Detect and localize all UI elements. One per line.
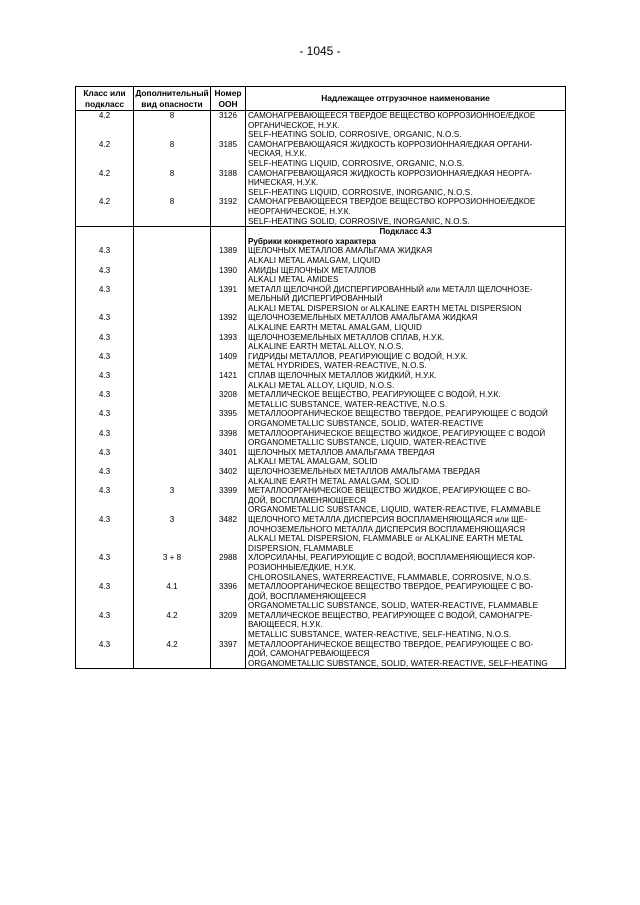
table-row [76, 553, 566, 582]
header-un-number: Номер ООН [211, 87, 246, 111]
subsidiary-risk-cell: 3 [134, 515, 211, 553]
russian-name-line: ОРГАНИЧЕСКОЕ, Н.У.К. [248, 120, 340, 130]
russian-name-line: МЕТАЛЛООРГАНИЧЕСКОЕ ВЕЩЕСТВО ТВЕРДОЕ, РЕАГИРУЮЩЕЕ С ВО- [248, 582, 534, 592]
class-cell: 4.3 [76, 429, 134, 448]
shipping-name-cell [246, 553, 566, 582]
un-number-cell: 1409 [211, 352, 246, 371]
un-number-cell: 3402 [211, 467, 246, 486]
rubric-title: Рубрики конкретного характера [248, 236, 376, 246]
table-row [76, 169, 566, 198]
un-number-cell: 3126 [211, 111, 246, 140]
class-cell: 4.2 [76, 140, 134, 169]
russian-name-line: САМОНАГРЕВАЮЩАЯСЯ ЖИДКОСТЬ КОРРОЗИОННАЯ/ЕДКАЯ ОРГАНИ- [248, 139, 533, 149]
un-number-cell: 3192 [211, 197, 246, 226]
un-number-cell: 3209 [211, 611, 246, 640]
shipping-name-cell [246, 409, 566, 428]
english-name-line: ORGANOMETALLIC SUBSTANCE, LIQUID, WATER-REACTIVE [248, 438, 487, 448]
class-cell: 4.3 [76, 390, 134, 409]
un-number-cell: 3208 [211, 390, 246, 409]
class-cell: 4.3 [76, 246, 134, 265]
subsidiary-risk-cell [134, 371, 211, 390]
table-row [76, 611, 566, 640]
english-name-line: ORGANOMETALLIC SUBSTANCE, SOLID, WATER-REACTIVE [248, 419, 484, 428]
russian-name-line: ЩЕЛОЧНЫХ МЕТАЛЛОВ АМАЛЬГАМА ТВЕРДАЯ [248, 447, 435, 457]
english-name-line: ALKALI METAL DISPERSION or ALKALINE EARTH METAL DISPERSION [248, 303, 522, 313]
subsidiary-risk-cell [134, 333, 211, 352]
un-number-cell: 2988 [211, 553, 246, 582]
english-name-line: SELF-HEATING SOLID, CORROSIVE, INORGANIC, N.O.S. [248, 216, 470, 226]
un-number-cell: 1393 [211, 333, 246, 352]
english-name-line: ALKALINE EARTH METAL ALLOY, N.O.S. [248, 342, 404, 352]
russian-name-line: САМОНАГРЕВАЮЩЕЕСЯ ТВЕРДОЕ ВЕЩЕСТВО КОРРОЗИОННОЕ/ЕДКОЕ [248, 197, 536, 207]
english-name-line: ORGANOMETALLIC SUBSTANCE, SOLID, WATER-REACTIVE, SELF-HEATING [248, 658, 548, 668]
table-row [76, 111, 566, 140]
un-number-cell: 3397 [211, 640, 246, 669]
subsidiary-risk-cell [134, 246, 211, 265]
english-name-line: ALKALI METAL AMALGAM, SOLID [248, 457, 378, 467]
class-cell: 4.2 [76, 169, 134, 198]
russian-name-line: МЕТАЛЛООРГАНИЧЕСКОЕ ВЕЩЕСТВО ЖИДКОЕ, РЕАГИРУЮЩЕЕ С ВО- [248, 486, 531, 496]
subsidiary-risk-cell [134, 467, 211, 486]
russian-name-line: ЩЕЛОЧНОЗЕМЕЛЬНЫХ МЕТАЛЛОВ СПЛАВ, Н.У.К. [248, 332, 445, 342]
subsidiary-risk-cell [134, 448, 211, 467]
class-cell: 4.3 [76, 313, 134, 332]
shipping-name-cell [246, 611, 566, 640]
subsidiary-risk-cell: 4.1 [134, 582, 211, 611]
shipping-name-cell [246, 313, 566, 332]
english-name-line: ALKALI METAL AMIDES [248, 275, 339, 285]
class-cell: 4.3 [76, 515, 134, 553]
russian-name-line: МЕТАЛЛООРГАНИЧЕСКОЕ ВЕЩЕСТВО ЖИДКОЕ, РЕАГИРУЮЩЕЕ С ВОДОЙ [248, 428, 546, 438]
un-number-cell: 3401 [211, 448, 246, 467]
subsidiary-risk-cell: 4.2 [134, 611, 211, 640]
table-row [76, 390, 566, 409]
english-name-line: SELF-HEATING SOLID, CORROSIVE, ORGANIC, N.O.S. [248, 130, 462, 140]
un-number-cell: 1392 [211, 313, 246, 332]
class-cell: 4.3 [76, 553, 134, 582]
english-name-line: METALLIC SUBSTANCE, WATER-REACTIVE, SELF-HEATING, N.O.S. [248, 630, 512, 640]
subsidiary-risk-cell: 8 [134, 197, 211, 226]
table-row [76, 467, 566, 486]
class-cell: 4.3 [76, 285, 134, 314]
english-name-line: ALKALI METAL AMALGAM, LIQUID [248, 255, 381, 265]
russian-name-line: ЩЕЛОЧНОЗЕМЕЛЬНЫХ МЕТАЛЛОВ АМАЛЬГАМА ТВЕРДАЯ [248, 466, 480, 476]
dangerous-goods-table [75, 86, 566, 669]
shipping-name-cell [246, 582, 566, 611]
shipping-name-cell [246, 246, 566, 265]
russian-name-line: РОЗИОННЫЕ/ЕДКИЕ, Н.У.К. [248, 562, 356, 572]
class-cell: 4.3 [76, 371, 134, 390]
table-row [76, 197, 566, 226]
russian-name-line: ЩЕЛОЧНОГО МЕТАЛЛА ДИСПЕРСИЯ ВОСПЛАМЕНЯЮЩАЯСЯ или ЩЕ- [248, 514, 527, 524]
shipping-name-cell [246, 390, 566, 409]
table-header-row [76, 87, 566, 111]
class-cell: 4.3 [76, 582, 134, 611]
table-row [76, 140, 566, 169]
table-row [76, 266, 566, 285]
russian-name-line: ЩЕЛОЧНОЗЕМЕЛЬНЫХ МЕТАЛЛОВ АМАЛЬГАМА ЖИДКАЯ [248, 313, 478, 323]
english-name-line: ALKALI METAL ALLOY, LIQUID, N.O.S. [248, 380, 395, 390]
class-cell: 4.3 [76, 409, 134, 428]
subsidiary-risk-cell: 8 [134, 111, 211, 140]
russian-name-line: АМИДЫ ЩЕЛОЧНЫХ МЕТАЛЛОВ [248, 265, 377, 275]
subsidiary-risk-cell: 3 + 8 [134, 553, 211, 582]
shipping-name-cell [246, 467, 566, 486]
russian-name-line: МЕТАЛЛООРГАНИЧЕСКОЕ ВЕЩЕСТВО ТВЕРДОЕ, РЕАГИРУЮЩЕЕ С ВОДОЙ [248, 409, 548, 419]
class-cell: 4.3 [76, 467, 134, 486]
subsidiary-risk-cell [134, 266, 211, 285]
table-row [76, 515, 566, 553]
english-name-line: CHLOROSILANES, WATERREACTIVE, FLAMMABLE, CORROSIVE, N.O.S. [248, 572, 532, 582]
table-row [76, 409, 566, 428]
shipping-name-cell [246, 429, 566, 448]
shipping-name-cell [246, 640, 566, 669]
russian-name-line: НЕОРГАНИЧЕСКОЕ, Н.У.К. [248, 206, 351, 216]
header-class: Класс или подкласс [76, 87, 134, 111]
subsidiary-risk-cell [134, 285, 211, 314]
english-name-line: ALKALINE EARTH METAL AMALGAM, SOLID [248, 476, 420, 486]
shipping-name-cell [246, 169, 566, 198]
un-number-cell: 3399 [211, 486, 246, 515]
un-number-cell: 3398 [211, 429, 246, 448]
subsidiary-risk-cell: 8 [134, 140, 211, 169]
russian-name-line: ДОЙ, ВОСПЛАМЕНЯЮЩЕЕСЯ [248, 591, 366, 601]
english-name-line: ORGANOMETALLIC SUBSTANCE, SOLID, WATER-REACTIVE, FLAMMABLE [248, 601, 539, 611]
class-cell: 4.3 [76, 640, 134, 669]
class-cell: 4.2 [76, 111, 134, 140]
subsidiary-risk-cell [134, 429, 211, 448]
class-cell: 4.3 [76, 611, 134, 640]
un-number-cell: 1421 [211, 371, 246, 390]
russian-name-line: САМОНАГРЕВАЮЩЕЕСЯ ТВЕРДОЕ ВЕЩЕСТВО КОРРОЗИОННОЕ/ЕДКОЕ [248, 111, 536, 120]
russian-name-line: МЕТАЛЛИЧЕСКОЕ ВЕЩЕСТВО, РЕАГИРУЮЩЕЕ С ВОДОЙ, Н.У.К. [248, 390, 501, 400]
shipping-name-cell [246, 266, 566, 285]
un-number-cell: 3395 [211, 409, 246, 428]
russian-name-line: ГИДРИДЫ МЕТАЛЛОВ, РЕАГИРУЮЩИЕ С ВОДОЙ, Н.У.К. [248, 351, 468, 361]
group-4-2-body [76, 111, 566, 227]
english-name-line: METALLIC SUBSTANCE, WATER-REACTIVE, N.O.S. [248, 399, 448, 409]
shipping-name-cell [246, 352, 566, 371]
table-row [76, 352, 566, 371]
subclass-title: Подкласс 4.3 [379, 227, 432, 237]
shipping-name-cell [246, 111, 566, 140]
table-row [76, 333, 566, 352]
russian-name-line: ЩЕЛОЧНЫХ МЕТАЛЛОВ АМАЛЬГАМА ЖИДКАЯ [248, 246, 433, 256]
subsidiary-risk-cell [134, 313, 211, 332]
table-row [76, 285, 566, 314]
un-number-cell: 3482 [211, 515, 246, 553]
subsidiary-risk-cell [134, 390, 211, 409]
russian-name-line: ВАЮЩЕЕСЯ, Н.У.К. [248, 620, 323, 630]
english-name-line: SELF-HEATING LIQUID, CORROSIVE, INORGANIC, N.O.S. [248, 187, 473, 197]
russian-name-line: ЛОЧНОЗЕМЕЛЬНОГО МЕТАЛЛА ДИСПЕРСИЯ ВОСПЛАМЕНЯЮЩАЯСЯ [248, 524, 526, 534]
subsidiary-risk-cell: 8 [134, 169, 211, 198]
russian-name-line: ДОЙ, ВОСПЛАМЕНЯЮЩЕЕСЯ [248, 495, 366, 505]
class-cell: 4.3 [76, 266, 134, 285]
english-name-line: METAL HYDRIDES, WATER-REACTIVE, N.O.S. [248, 361, 427, 371]
header-subsidiary-risk: Дополнительный вид опасности [135, 88, 209, 109]
table-row [76, 640, 566, 669]
subsidiary-risk-cell: 4.2 [134, 640, 211, 669]
shipping-name-cell [246, 515, 566, 553]
subsidiary-risk-cell [134, 409, 211, 428]
english-name-line: SELF-HEATING LIQUID, CORROSIVE, ORGANIC, N.O.S. [248, 158, 465, 168]
class-cell: 4.3 [76, 486, 134, 515]
group-4-3-body [76, 227, 566, 669]
table-row [76, 448, 566, 467]
shipping-name-cell [246, 285, 566, 314]
un-number-cell: 1389 [211, 246, 246, 265]
shipping-name-cell [246, 448, 566, 467]
class-cell: 4.3 [76, 352, 134, 371]
russian-name-line: ДОЙ, САМОНАГРЕВАЮЩЕЕСЯ [248, 649, 370, 659]
english-name-line: ALKALINE EARTH METAL AMALGAM, LIQUID [248, 323, 422, 333]
subsidiary-risk-cell [134, 352, 211, 371]
shipping-name-cell [246, 486, 566, 515]
table-row [76, 371, 566, 390]
class-cell: 4.2 [76, 197, 134, 226]
russian-name-line: ЧЕСКАЯ, Н.У.К. [248, 149, 307, 159]
english-name-line: ORGANOMETALLIC SUBSTANCE, LIQUID, WATER-REACTIVE, FLAMMABLE [248, 505, 541, 515]
shipping-name-cell [246, 197, 566, 226]
table-row [76, 246, 566, 265]
russian-name-line: НИЧЕСКАЯ, Н.У.К. [248, 178, 319, 188]
russian-name-line: МЕТАЛЛООРГАНИЧЕСКОЕ ВЕЩЕСТВО ТВЕРДОЕ, РЕАГИРУЮЩЕЕ С ВО- [248, 639, 534, 649]
russian-name-line: МЕТАЛЛИЧЕСКОЕ ВЕЩЕСТВО, РЕАГИРУЮЩЕЕ С ВОДОЙ, САМОНАГРЕ- [248, 610, 533, 620]
table-row [76, 582, 566, 611]
header-shipping-name: Надлежащее отгрузочное наименование [246, 87, 566, 111]
shipping-name-cell [246, 333, 566, 352]
shipping-name-cell [246, 371, 566, 390]
class-cell: 4.3 [76, 333, 134, 352]
un-number-cell: 3188 [211, 169, 246, 198]
un-number-cell: 1391 [211, 285, 246, 314]
russian-name-line: МЕТАЛЛ ЩЕЛОЧНОЙ ДИСПЕРГИРОВАННЫЙ или МЕТАЛЛ ЩЕЛОЧНОЗЕ- [248, 284, 533, 294]
table-row [76, 429, 566, 448]
un-number-cell: 3396 [211, 582, 246, 611]
english-name-line: ALKALI METAL DISPERSION, FLAMMABLE or ALKALINE EARTH METAL [248, 534, 524, 544]
english-name-line: DISPERSION, FLAMMABLE [248, 543, 354, 553]
table-row [76, 313, 566, 332]
russian-name-line: МЕЛЬНЫЙ ДИСПЕРГИРОВАННЫЙ [248, 294, 383, 304]
russian-name-line: ХЛОРСИЛАНЫ, РЕАГИРУЮЩИЕ С ВОДОЙ, ВОСПЛАМЕНЯЮЩИЕСЯ КОР- [248, 553, 536, 563]
un-number-cell: 3185 [211, 140, 246, 169]
subsidiary-risk-cell: 3 [134, 486, 211, 515]
class-cell: 4.3 [76, 448, 134, 467]
table-row [76, 486, 566, 515]
russian-name-line: САМОНАГРЕВАЮЩАЯСЯ ЖИДКОСТЬ КОРРОЗИОННАЯ/ЕДКАЯ НЕОРГА- [248, 168, 532, 178]
page-number: - 1045 - [299, 44, 341, 58]
subclass-row [76, 227, 566, 247]
russian-name-line: СПЛАВ ЩЕЛОЧНЫХ МЕТАЛЛОВ ЖИДКИЙ, Н.У.К. [248, 371, 437, 381]
un-number-cell: 1390 [211, 266, 246, 285]
shipping-name-cell [246, 140, 566, 169]
